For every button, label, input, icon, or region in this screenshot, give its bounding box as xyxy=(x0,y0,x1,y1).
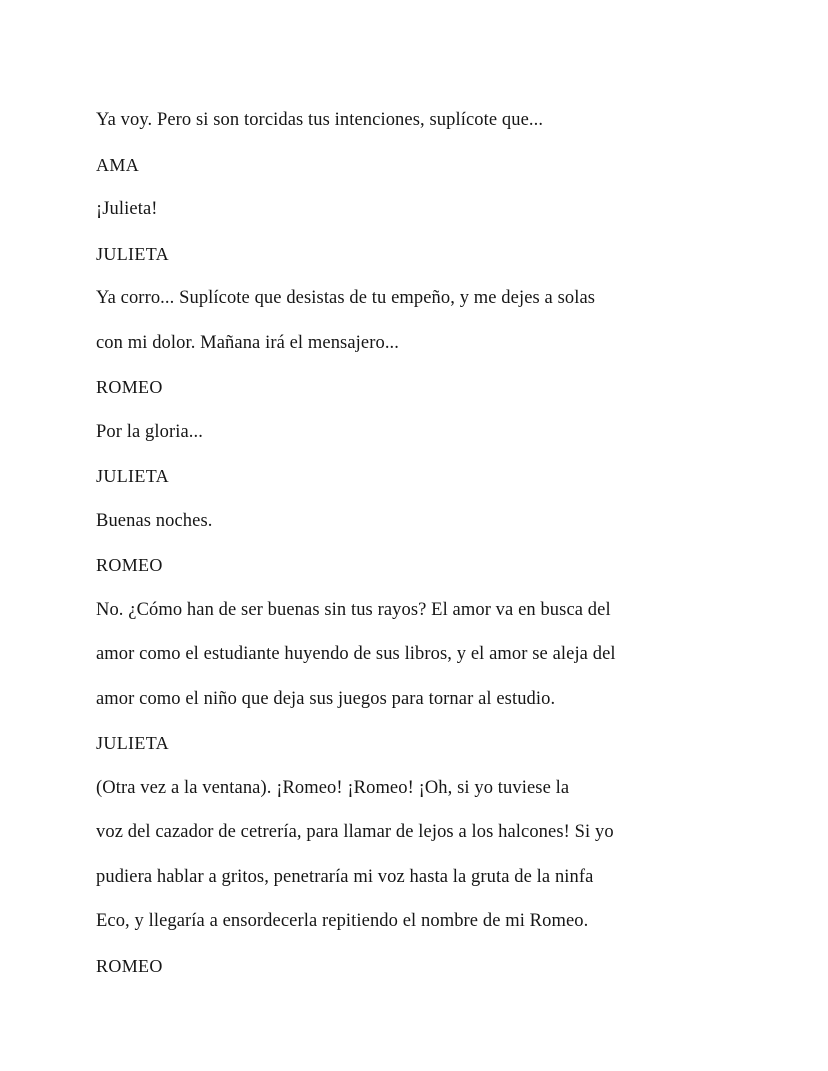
dialogue-line: Eco, y llegaría a ensordecerla repitiendo el nombre de mi Romeo. xyxy=(96,911,589,931)
dialogue-line: Buenas noches. xyxy=(96,510,213,531)
dialogue-line: voz del cazador de cetrería, para llamar de lejos a los halcones! Si yo xyxy=(96,822,614,842)
speaker-cue: AMA xyxy=(96,154,140,175)
speaker-cue: ROMEO xyxy=(96,955,163,976)
dialogue-line: amor como el estudiante huyendo de sus libros, y el amor se aleja del xyxy=(96,644,616,664)
dialogue-line: No. ¿Cómo han de ser buenas sin tus rayos? El amor va en busca del xyxy=(96,599,611,620)
speaker-cue: JULIETA xyxy=(96,243,169,264)
dialogue-line: con mi dolor. Mañana irá el mensajero... xyxy=(96,332,399,353)
speaker-cue: JULIETA xyxy=(96,733,169,753)
dialogue-line: amor como el niño que deja sus juegos para tornar al estudio. xyxy=(96,688,556,709)
dialogue-line: Ya voy. Pero si son torcidas tus intenciones, suplícote que... xyxy=(96,110,544,130)
dialogue-line: Por la gloria... xyxy=(96,421,203,442)
speaker-cue: ROMEO xyxy=(96,377,163,397)
dialogue-line: (Otra vez a la ventana). ¡Romeo! ¡Romeo! ¡Oh, si yo tuviese la xyxy=(96,777,570,798)
speaker-cue: JULIETA xyxy=(96,466,169,486)
dialogue-line: Ya corro... Suplícote que desistas de tu empeño, y me dejes a solas xyxy=(96,288,596,308)
dialogue-line: ¡Julieta! xyxy=(96,199,158,219)
dialogue-line: pudiera hablar a gritos, penetraría mi voz hasta la gruta de la ninfa xyxy=(96,866,594,887)
speaker-cue: ROMEO xyxy=(96,555,163,575)
document-text-body xyxy=(96,98,671,988)
